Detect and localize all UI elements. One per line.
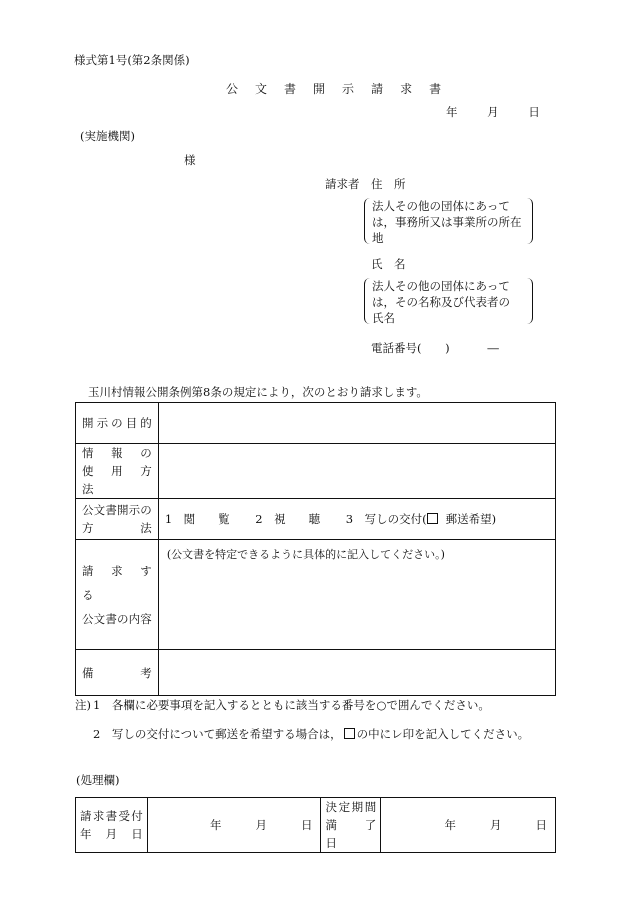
- content-hint: (公文書を特定できるように具体的に記入してください。): [166, 548, 445, 561]
- name-note-bracket-right: [527, 278, 533, 324]
- purpose-row: [76, 403, 556, 444]
- request-table: [75, 402, 556, 696]
- remarks-field[interactable]: [158, 650, 555, 696]
- name-note-bracket-left: [364, 278, 370, 324]
- note-checkbox-symbol: [344, 728, 355, 739]
- mail-checkbox[interactable]: [427, 513, 438, 524]
- address-note: 法人その他の団体にあって は，事務所又は事業所の所在 地: [372, 199, 522, 245]
- usage-label-line2: 使 用 方 法: [82, 464, 164, 496]
- note-1: 注) 1 各欄に必要事項を記入するとともに該当する番号を○で囲んでください。: [75, 698, 490, 712]
- content-label-line2: 公文書の内容: [82, 611, 152, 626]
- address-note-bracket-left: [364, 198, 370, 244]
- remarks-row: [76, 650, 556, 696]
- requester-label: 請求者: [325, 177, 360, 191]
- name-note: 法人その他の団体にあって は，その名称及び代表者の 氏名: [372, 279, 510, 325]
- date-year: 年: [446, 105, 458, 119]
- name-label: 氏 名: [371, 257, 406, 271]
- purpose-field[interactable]: [158, 403, 555, 444]
- page-title: 公 文 書 開 示 請 求 書: [226, 82, 448, 96]
- processing-table: [75, 797, 556, 853]
- method-options: [158, 499, 555, 540]
- received-label-line1: 請求書受付: [80, 809, 143, 823]
- method-label-line1: 公文書開示の: [82, 503, 152, 517]
- phone-close: ): [445, 341, 450, 355]
- honorific: 様: [184, 153, 196, 167]
- purpose-label: 開示の目的: [82, 416, 152, 430]
- method-option-listen[interactable]: 2 視 聴: [255, 512, 321, 526]
- received-date-field[interactable]: 年 月 日: [147, 798, 321, 853]
- method-row: [76, 499, 556, 540]
- phone-dash: ―: [487, 341, 499, 355]
- usage-label-line1: 情 報 の: [82, 446, 152, 460]
- notes-prefix: 注): [75, 698, 91, 712]
- received-label-line2: 年 月 日: [80, 827, 143, 841]
- content-field[interactable]: [158, 540, 555, 650]
- method-option-view[interactable]: 1 閲 覧: [164, 512, 230, 526]
- form-number: 様式第1号(第2条関係): [74, 53, 190, 67]
- content-label-line1: 請 求 す る: [82, 563, 164, 602]
- agency-label: (実施機関): [80, 129, 135, 143]
- intro-text: 玉川村情報公開条例第8条の規定により，次のとおり請求します。: [88, 385, 428, 399]
- method-label-line2: 方 法: [82, 521, 152, 535]
- deadline-date-field[interactable]: 年 月 日: [381, 798, 556, 853]
- header-date: [446, 104, 540, 120]
- date-month: 月: [487, 105, 499, 119]
- content-row: [76, 540, 556, 650]
- address-note-bracket-right: [527, 198, 533, 244]
- method-option-copy[interactable]: 3 写しの交付(: [345, 512, 427, 526]
- note-2: 2 写しの交付について郵送を希望する場合は， の中にレ印を記入してください。: [93, 727, 530, 741]
- phone-label: 電話番号(: [371, 341, 422, 355]
- usage-row: [76, 444, 556, 499]
- method-option-mail-label: 郵送希望): [445, 512, 497, 526]
- deadline-label-line1: 決定期間: [325, 800, 377, 814]
- remarks-label: 備 考: [82, 665, 152, 680]
- address-label: 住 所: [371, 177, 406, 191]
- processing-label: (処理欄): [76, 773, 120, 787]
- usage-field[interactable]: [158, 444, 555, 499]
- date-day: 日: [528, 105, 540, 119]
- phone-field: [371, 340, 499, 356]
- deadline-label-line2: 満 了 日: [325, 818, 388, 850]
